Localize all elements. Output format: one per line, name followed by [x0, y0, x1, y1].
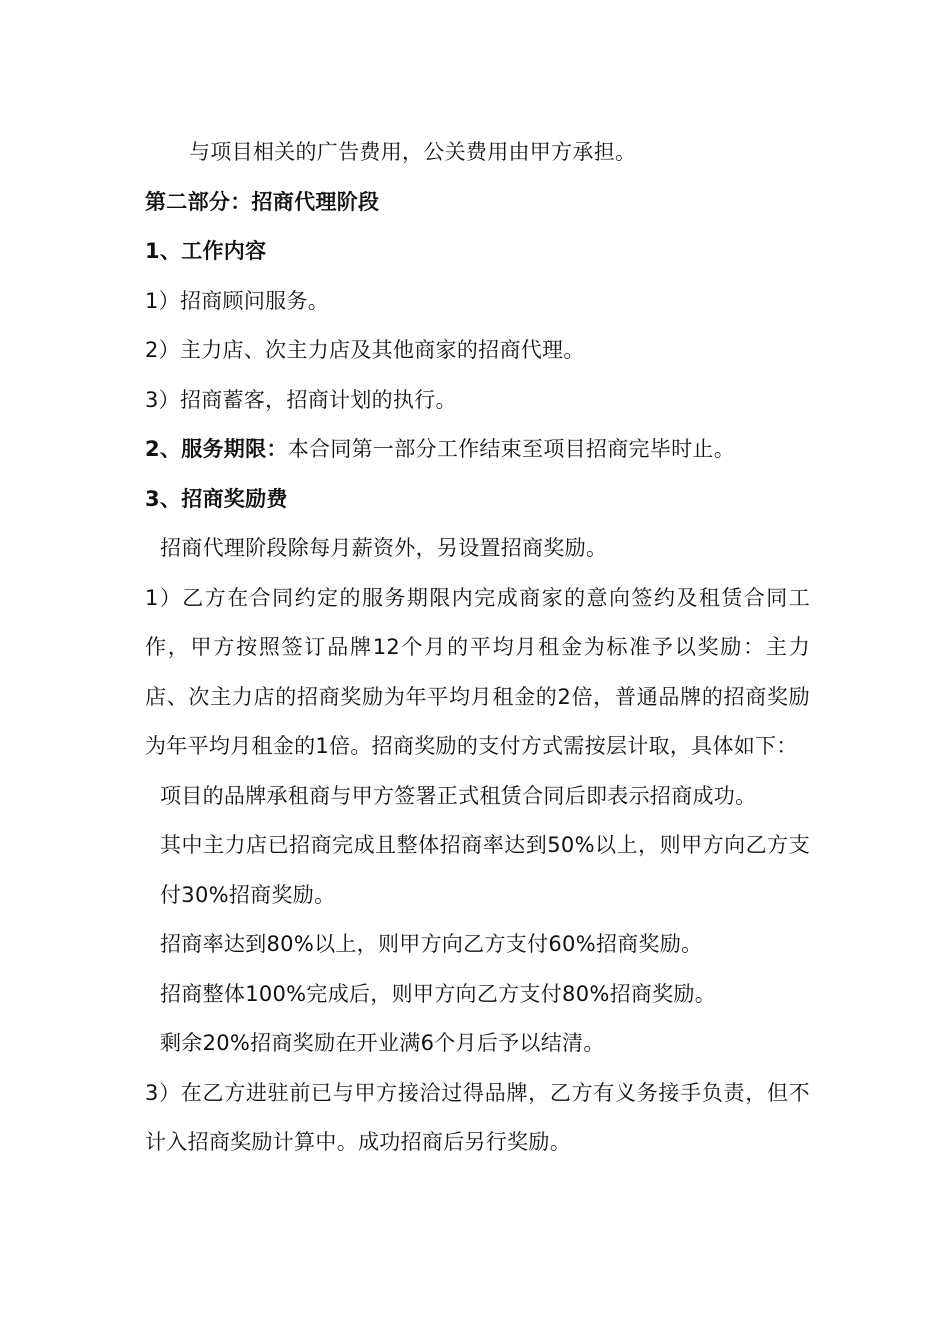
paragraph-service-term — [145, 425, 810, 475]
paragraph-stage-80: 招商率达到80%以上，则甲方向乙方支付60%招商奖励。 — [160, 932, 703, 956]
service-term-label: 2、服务期限： — [145, 437, 288, 461]
paragraph-incentive-rule: 1）乙方在合同约定的服务期限内完成商家的意向签约及租赁合同工作，甲方按照签订品牌12个月的平均月租金为标准予以奖励：主力店、次主力店的招商奖励为年平均月租金的2倍，普通品牌的招商奖励为年平均月租金的1倍。招商奖励的支付方式需按层计取，具体如下： — [145, 585, 810, 758]
subheading-incentive-fee: 3、招商奖励费 — [145, 486, 288, 511]
subheading-work-content: 1、工作内容 — [145, 239, 267, 263]
paragraph-success-definition: 项目的品牌承租商与甲方签署正式租赁合同后即表示招商成功。 — [160, 783, 757, 808]
paragraph-ad-expenses: 与项目相关的广告费用，公关费用由甲方承担。 — [189, 140, 637, 164]
paragraph-remaining: 剩余20%招商奖励在开业满6个月后予以结清。 — [160, 1031, 605, 1055]
service-term-text: 本合同第一部分工作结束至项目招商完毕时止。 — [287, 437, 736, 461]
document-body — [145, 128, 810, 1168]
list-item-execution: 3）招商蓄客，招商计划的执行。 — [145, 387, 457, 412]
paragraph-prior-brands: 3）在乙方进驻前已与甲方接洽过得品牌，乙方有义务接手负责，但不计入招商奖励计算中。成功招商后另行奖励。 — [145, 1080, 810, 1154]
section-heading-part-two: 第二部分：招商代理阶段 — [145, 189, 380, 214]
list-item-agency: 2）主力店、次主力店及其他商家的招商代理。 — [145, 338, 585, 362]
paragraph-stage-50: 其中主力店已招商完成且整体招商率达到50%以上，则甲方向乙方支付30%招商奖励。 — [160, 833, 810, 907]
list-item-consulting: 1）招商顾问服务。 — [145, 288, 330, 313]
paragraph-stage-100: 招商整体100%完成后，则甲方向乙方支付80%招商奖励。 — [160, 981, 717, 1006]
paragraph-incentive-intro: 招商代理阶段除每月薪资外，另设置招商奖励。 — [160, 536, 608, 560]
